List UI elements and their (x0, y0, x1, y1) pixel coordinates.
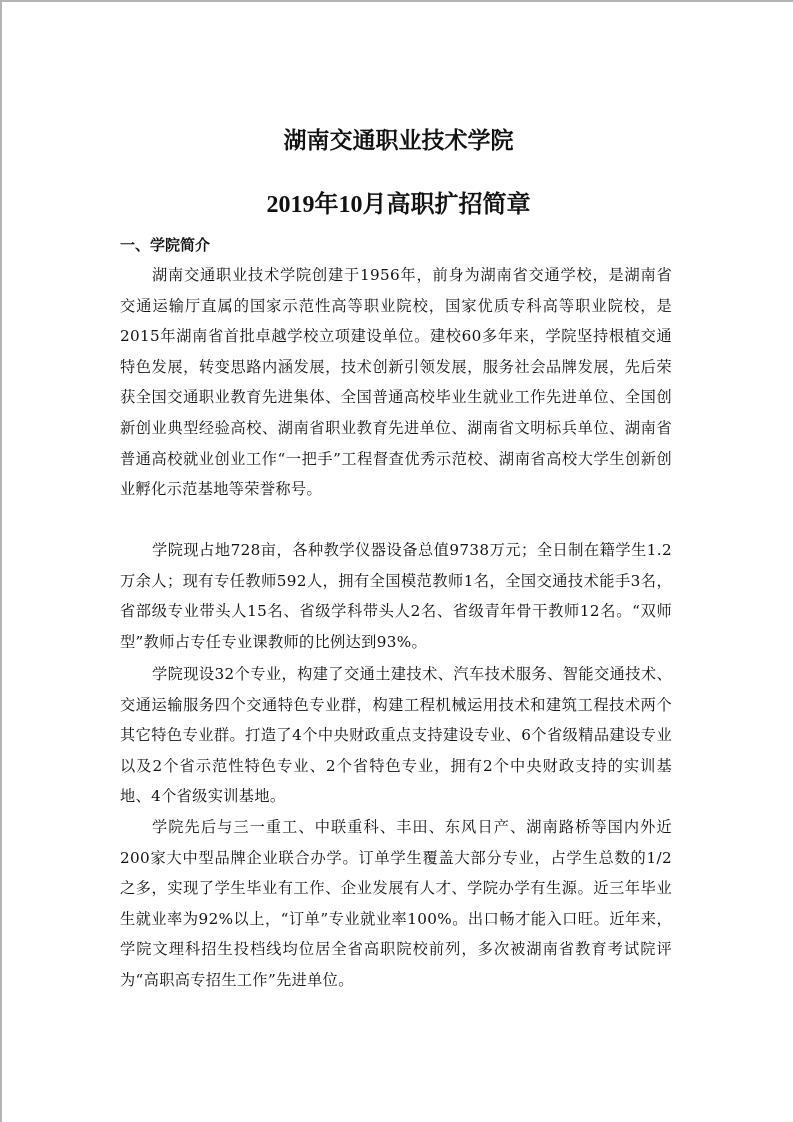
document-subtitle: 2019年10月高职扩招简章 (266, 192, 531, 218)
paragraph-majors: 学院现设32个专业，构建了交通土建技术、汽车技术服务、智能交通技术、交通运输服务四个交通特色专业群，构建工程机械运用技术和建筑工程技术两个其它特色专业群。打造了4个中央财政重点支持建设专业、6个省级精品建设专业以及2个省示范性特色专业、2个省特色专业，拥有2个中央财政支持的实训基地、4个省级实训基地。 (120, 665, 672, 806)
document-title: 湖南交通职业技术学院 (283, 128, 514, 154)
paragraph-enterprise-cooperation: 学院先后与三一重工、中联重科、丰田、东风日产、湖南路桥等国内外近200家大中型品牌企业联合办学。订单学生覆盖大部分专业，占学生总数的1/2之多，实现了学生毕业有工作、企业发展有人才、学院办学有生源。近三年毕业生就业率为92%以上，“订单”专业就业率100%。出口畅才能入口旺。近年来，学院文理科招生投档线均位居全省高职院校前列，多次被湖南省教育考试院评为“高职高专招生工作”先进单位。 (120, 818, 672, 989)
section-heading-college-intro: 一、学院简介 (120, 236, 211, 254)
paragraph-campus-faculty: 学院现占地728亩，各种教学仪器设备总值9738万元；全日制在籍学生1.2万余人；现有专任教师592人，拥有全国模范教师1名，全国交通技术能手3名，省部级专业带头人15名、省级学科带头人2名、省级青年骨干教师12名。“双师型”教师占专任专业课教师的比例达到93%。 (120, 541, 672, 651)
paragraph-history: 湖南交通职业技术学院创建于1956年，前身为湖南省交通学校，是湖南省交通运输厅直属的国家示范性高等职业院校，国家优质专科高等职业院校，是2015年湖南省首批卓越学校立项建设单位。建校60多年来，学院坚持根植交通特色发展，转变思路内涵发展，技术创新引领发展，服务社会品牌发展，先后荣获全国交通职业教育先进集体、全国普通高校毕业生就业工作先进单位、全国创新创业典型经验高校、湖南省职业教育先进单位、湖南省文明标兵单位、湖南省普通高校就业创业工作“一把手”工程督查优秀示范校、湖南省高校大学生创新创业孵化示范基地等荣誉称号。 (120, 266, 672, 499)
